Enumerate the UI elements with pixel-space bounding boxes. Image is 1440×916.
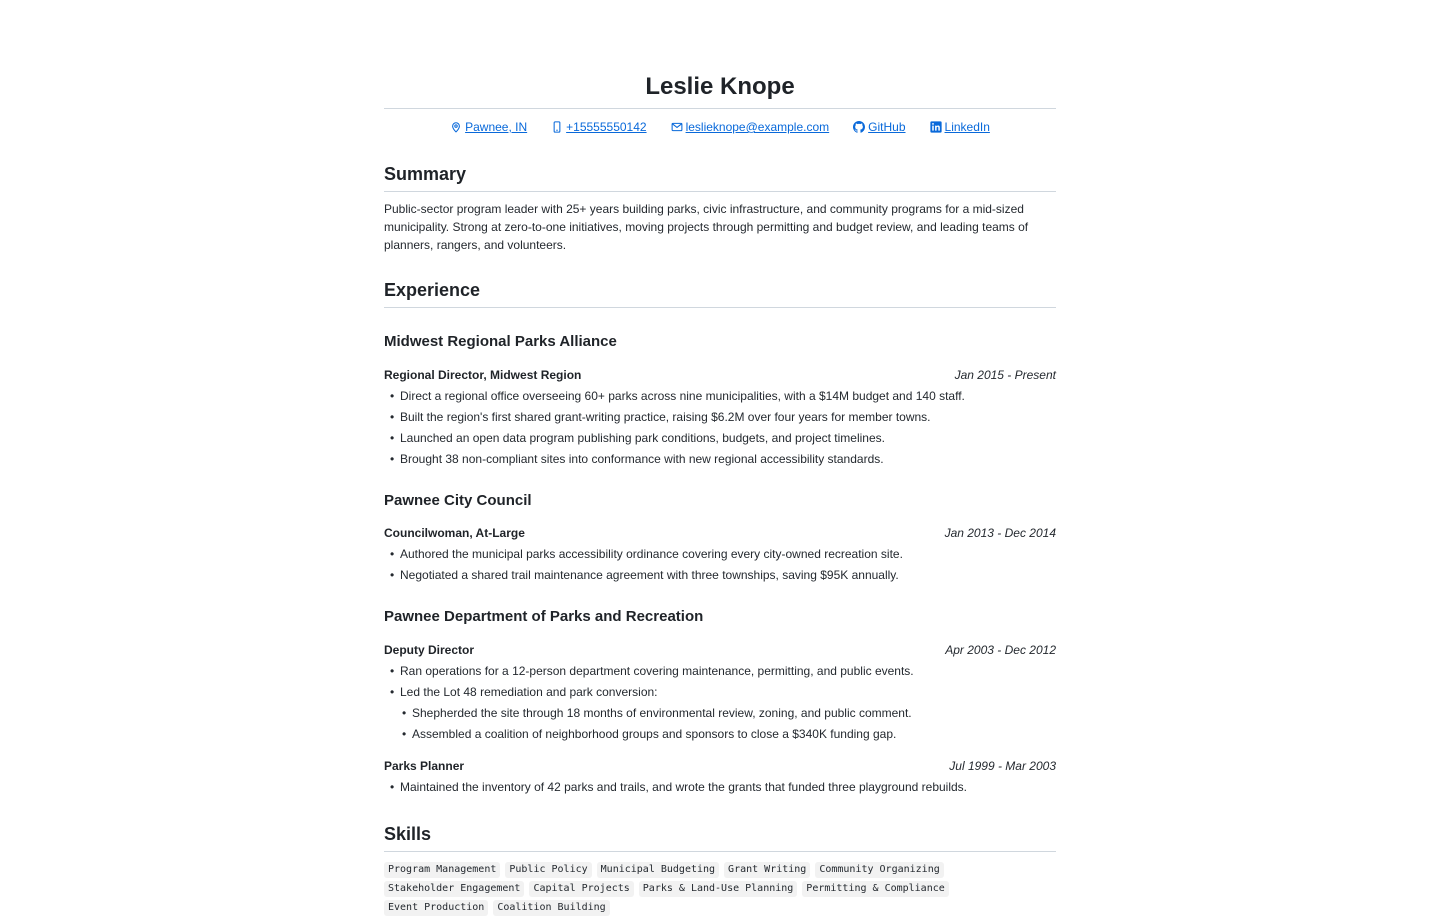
role-dates: Apr 2003 - Dec 2012 xyxy=(945,643,1056,657)
role-dates: Jan 2013 - Dec 2014 xyxy=(944,526,1056,540)
location-icon xyxy=(450,121,462,133)
contact-location-link[interactable] xyxy=(450,120,527,134)
role-bullets xyxy=(384,777,1056,798)
mail-icon xyxy=(671,121,683,133)
summary-heading: Summary xyxy=(384,162,1056,192)
experience-heading: Experience xyxy=(384,278,1056,308)
skill-tag: Public Policy xyxy=(505,862,591,878)
skill-tag: Community Organizing xyxy=(815,862,943,878)
bullet-item: • Brought 38 non-compliant sites into conformance with new regional accessibility standards. xyxy=(384,449,1056,470)
resume-name: Leslie Knope xyxy=(645,73,795,100)
sub-bullet-item: • Shepherded the site through 18 months of environmental review, zoning, and public comment. xyxy=(384,703,1056,724)
contact-phone-link[interactable] xyxy=(551,120,646,134)
skill-tag: Coalition Building xyxy=(493,900,609,916)
role-header xyxy=(384,758,1056,774)
contact-email-link[interactable] xyxy=(671,120,830,134)
role-bullets xyxy=(384,544,1056,586)
skills-list xyxy=(384,862,1056,916)
linkedin-icon xyxy=(930,121,942,133)
company-name: Pawnee City Council xyxy=(384,492,532,509)
skill-tag: Parks & Land-Use Planning xyxy=(639,881,798,897)
skill-tag: Event Production xyxy=(384,900,488,916)
github-icon xyxy=(853,121,865,133)
summary-text: Public-sector program leader with 25+ years building parks, civic infrastructure, and community programs for a mid-sized municipality. Strong at zero-to-one initiatives, moving projects through permitting and budget review, and leading teams of planners, rangers, and volunteers. xyxy=(384,202,1029,252)
skill-tag: Municipal Budgeting xyxy=(597,862,719,878)
resume-page xyxy=(384,0,1056,916)
bullet-item: • Direct a regional office overseeing 60+ parks across nine municipalities, with a $14M budget and 140 staff. xyxy=(384,386,1056,407)
bullet-item: • Negotiated a shared trail maintenance agreement with three townships, saving $95K annually. xyxy=(384,565,1056,586)
contact-github-link[interactable] xyxy=(853,120,905,134)
company-name: Midwest Regional Parks Alliance xyxy=(384,333,617,350)
role-header xyxy=(384,525,1056,541)
contact-bar xyxy=(384,108,1056,138)
skill-tag: Stakeholder Engagement xyxy=(384,881,524,897)
contact-email-label: leslieknope@example.com xyxy=(685,120,830,134)
contact-location-label: Pawnee, IN xyxy=(465,120,528,134)
skills-heading: Skills xyxy=(384,822,1056,852)
bullet-item: • Maintained the inventory of 42 parks and trails, and wrote the grants that funded three playground rebuilds. xyxy=(384,777,1056,798)
bullet-item: • Ran operations for a 12-person department covering maintenance, permitting, and public events. xyxy=(384,661,1056,682)
skill-tag: Grant Writing xyxy=(724,862,810,878)
role-title: Deputy Director xyxy=(384,643,475,657)
role-title: Councilwoman, At-Large xyxy=(384,526,525,540)
role-sub-bullets xyxy=(384,703,1056,745)
role-bullets xyxy=(384,661,1056,703)
bullet-item: • Built the region's first shared grant-writing practice, raising $6.2M over four years for member towns. xyxy=(384,407,1056,428)
role-bullets xyxy=(384,386,1056,470)
role-title: Parks Planner xyxy=(384,759,465,773)
contact-phone-label: +15555550142 xyxy=(566,120,647,134)
bullet-item: • Launched an open data program publishing park conditions, budgets, and project timelines. xyxy=(384,428,1056,449)
role-dates: Jul 1999 - Mar 2003 xyxy=(949,759,1056,773)
skill-tag: Permitting & Compliance xyxy=(802,881,948,897)
role-dates: Jan 2015 - Present xyxy=(954,368,1056,382)
role-header xyxy=(384,367,1056,383)
sub-bullet-item: • Assembled a coalition of neighborhood groups and sponsors to close a $340K funding gap. xyxy=(384,724,1056,745)
contact-linkedin-link[interactable] xyxy=(930,120,990,134)
contact-linkedin-label: LinkedIn xyxy=(944,120,990,134)
bullet-item: • Authored the municipal parks accessibility ordinance covering every city-owned recreation site. xyxy=(384,544,1056,565)
role-header xyxy=(384,642,1056,658)
company-name: Pawnee Department of Parks and Recreation xyxy=(384,608,704,625)
bullet-item: • Led the Lot 48 remediation and park conversion: xyxy=(384,682,1056,703)
role-title: Regional Director, Midwest Region xyxy=(384,368,582,382)
skill-tag: Program Management xyxy=(384,862,500,878)
contact-github-label: GitHub xyxy=(868,120,906,134)
phone-icon xyxy=(551,121,563,133)
skill-tag: Capital Projects xyxy=(529,881,633,897)
